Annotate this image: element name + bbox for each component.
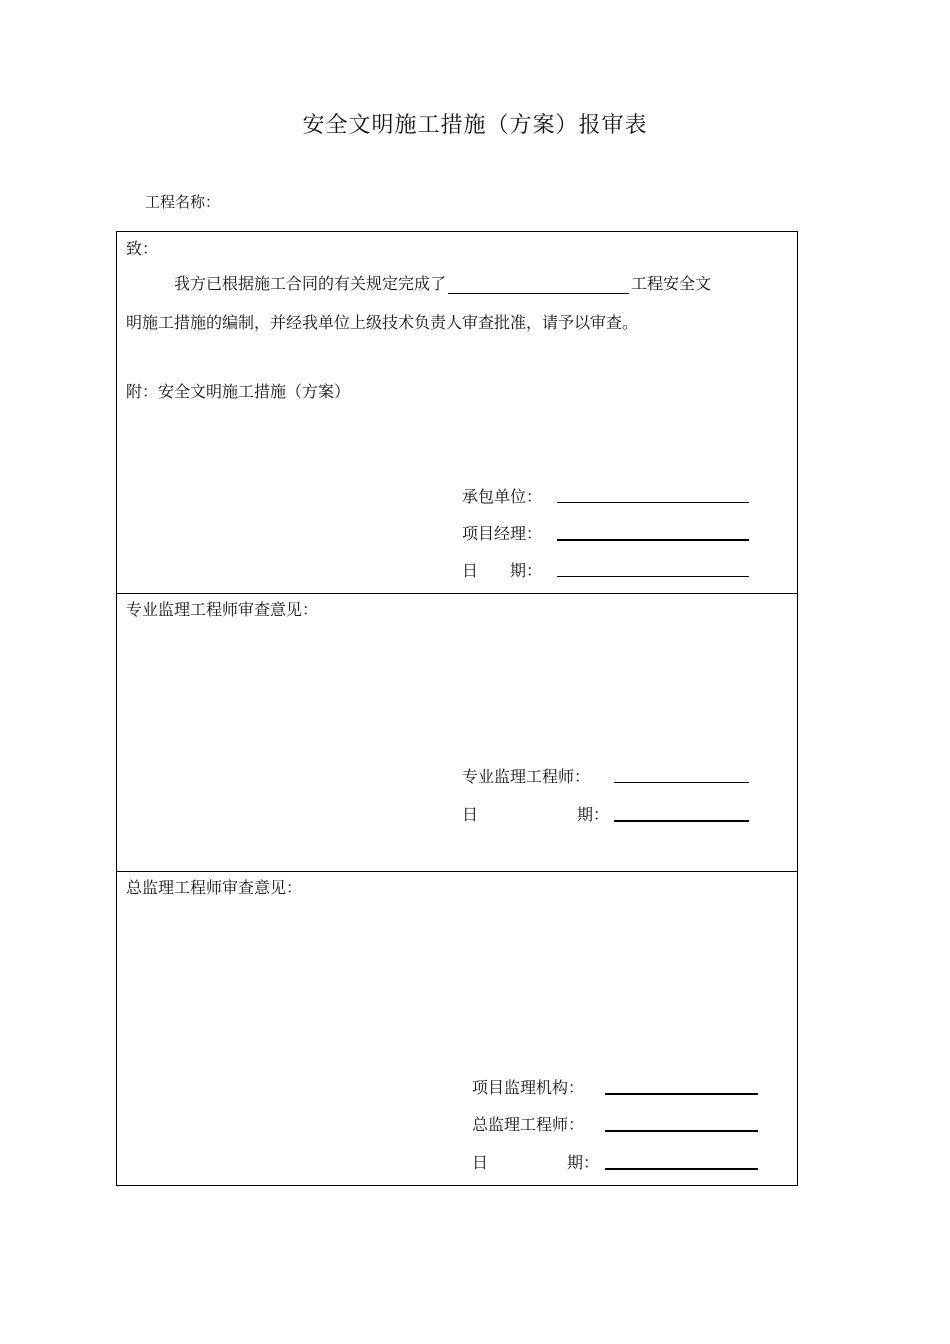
specialist-engineer-signature-line[interactable] — [614, 782, 749, 783]
contractor-label: 承包单位： — [462, 487, 543, 506]
manager-label: 项目经理： — [462, 524, 543, 543]
date-label: 日 期： — [462, 561, 543, 580]
specialist-date-signature-line[interactable] — [614, 820, 749, 822]
chief-engineer-label: 总监理工程师： — [472, 1115, 585, 1134]
to-label: 致： — [126, 239, 159, 258]
body-text-part1: 我方已根据施工合同的有关规定完成了 — [174, 274, 447, 293]
specialist-engineer-label: 专业监理工程师： — [462, 767, 591, 786]
manager-signature-line[interactable] — [557, 539, 749, 541]
chief-date-label-left: 日 — [472, 1153, 489, 1172]
submission-body-line1 — [174, 271, 711, 294]
specialist-date-label-right: 期： — [577, 805, 610, 824]
project-blank-field[interactable] — [448, 275, 629, 294]
review-form-table — [116, 231, 798, 1186]
contractor-section — [117, 232, 797, 594]
contractor-signature-line[interactable] — [557, 502, 749, 503]
specialist-review-heading: 专业监理工程师审查意见： — [126, 600, 319, 619]
specialist-review-section — [117, 593, 797, 872]
chief-date-label-right: 期： — [567, 1153, 600, 1172]
specialist-date-label-left: 日 — [462, 805, 479, 824]
document-title: 安全文明施工措施（方案）报审表 — [302, 113, 648, 138]
chief-review-heading: 总监理工程师审查意见： — [126, 878, 303, 897]
chief-date-signature-line[interactable] — [605, 1168, 758, 1170]
date-signature-line[interactable] — [557, 576, 749, 577]
project-name-label: 工程名称： — [145, 193, 221, 211]
supervision-org-label: 项目监理机构： — [472, 1078, 585, 1097]
submission-body-line2: 明施工措施的编制，并经我单位上级技术负责人审查批准，请予以审查。 — [126, 313, 639, 332]
body-text-part2: 工程安全文 — [631, 274, 712, 293]
chief-review-section — [117, 871, 797, 1185]
supervision-org-signature-line[interactable] — [605, 1093, 758, 1095]
attachment-note: 附：安全文明施工措施（方案） — [126, 382, 351, 401]
chief-engineer-signature-line[interactable] — [605, 1130, 758, 1132]
